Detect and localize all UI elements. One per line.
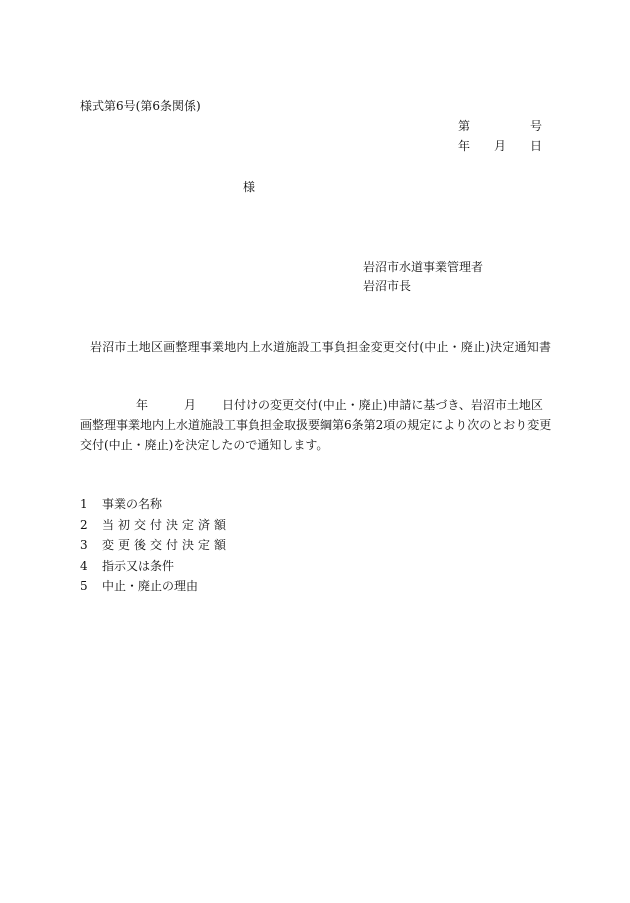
item-number: 2 xyxy=(80,517,88,532)
body-line-1 xyxy=(80,395,558,415)
doc-number-prefix: 第 xyxy=(458,119,471,133)
date-month: 月 xyxy=(493,139,506,153)
document-date xyxy=(458,137,542,154)
item-number: 3 xyxy=(80,538,88,552)
item-number: 5 xyxy=(80,579,88,593)
list-item xyxy=(80,535,230,556)
item-label: 事業の名称 xyxy=(102,497,163,511)
item-label: 変更後交付決定額 xyxy=(102,538,231,552)
addressee: 様 xyxy=(243,180,256,194)
sender-name: 岩沼市長 xyxy=(363,279,412,293)
sender-title: 岩沼市水道事業管理者 xyxy=(363,260,484,274)
list-item xyxy=(80,515,230,536)
item-label: 中止・廃止の理由 xyxy=(102,579,199,593)
item-number: 4 xyxy=(80,558,88,573)
item-label: 当初交付決定済額 xyxy=(102,517,231,532)
date-day: 日 xyxy=(529,139,542,153)
list-item xyxy=(80,494,230,515)
list-item xyxy=(80,576,230,597)
document-number xyxy=(458,117,542,134)
list-item xyxy=(80,556,230,577)
body-text xyxy=(80,395,558,455)
document-title: 岩沼市土地区画整理事業地内上水道施設工事負担金変更交付(中止・廃止)決定通知書 xyxy=(90,340,552,354)
item-number: 1 xyxy=(80,497,88,511)
doc-number-suffix: 号 xyxy=(529,119,542,133)
item-label: 指示又は条件 xyxy=(102,558,175,573)
body-year: 年 xyxy=(136,398,149,412)
form-number: 様式第6号(第6条関係) xyxy=(80,99,201,113)
body-line-3: 交付(中止・廃止)を決定したので通知します。 xyxy=(80,438,329,452)
date-year: 年 xyxy=(458,139,471,153)
body-month: 月 xyxy=(184,398,197,412)
body-line-2: 画整理事業地内上水道施設工事負担金取扱要綱第6条第2項の規定により次のとおり変更 xyxy=(80,418,552,432)
item-list xyxy=(80,494,230,597)
body-line-1-rest: 日付けの変更交付(中止・廃止)申請に基づき、岩沼市土地区 xyxy=(222,398,543,412)
